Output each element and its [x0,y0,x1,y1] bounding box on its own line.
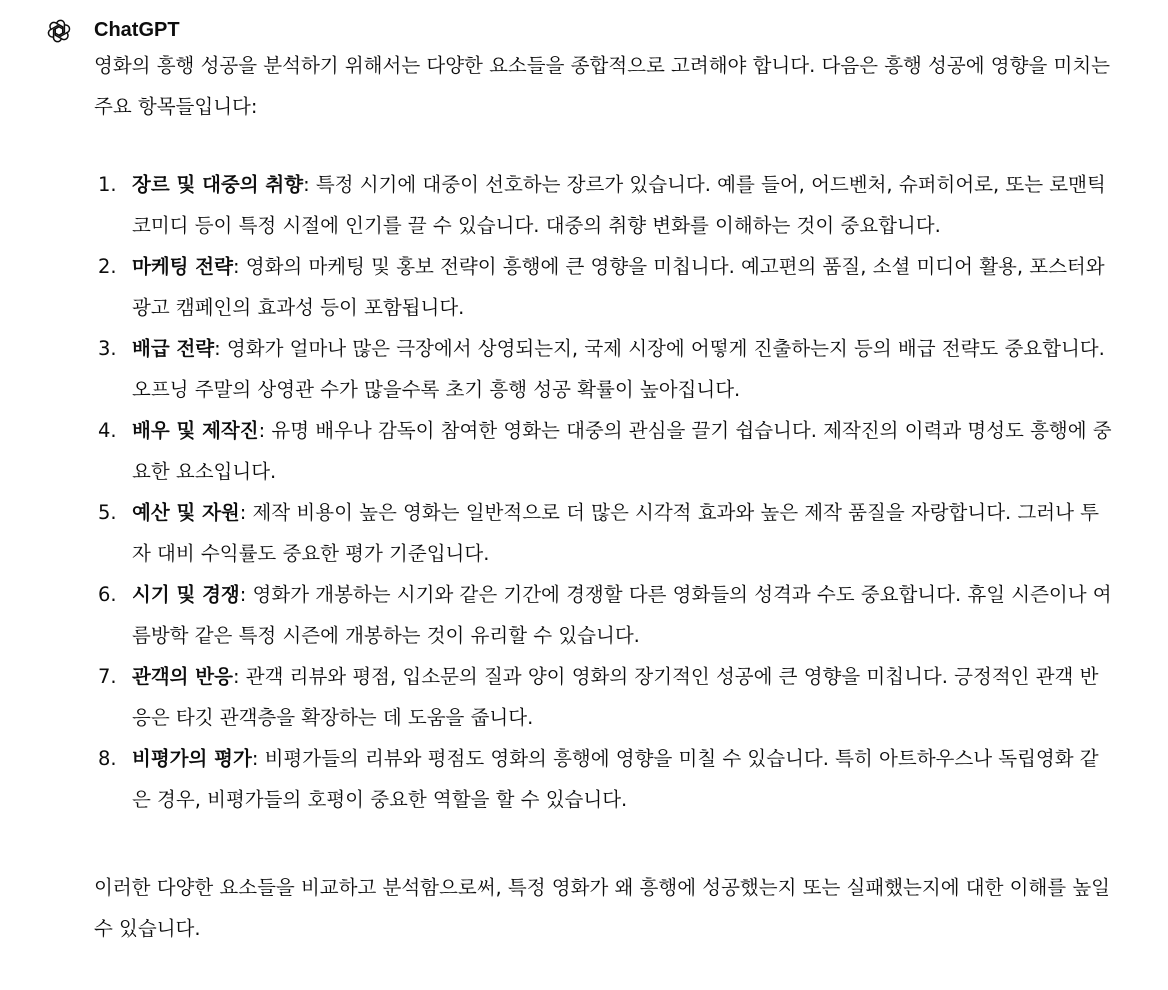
list-item-term: 장르 및 대중의 취향 [132,173,304,196]
intro-paragraph: 영화의 흥행 성공을 분석하기 위해서는 다양한 요소들을 종합적으로 고려해야 합니다. 다음은 흥행 성공에 영향을 미치는 주요 항목들입니다: [94,54,1110,118]
list-item [94,246,1114,328]
factor-list [94,164,1114,820]
list-item [94,574,1114,656]
list-item-number: 1. [98,173,117,196]
list-item [94,656,1114,738]
list-item-term: 예산 및 자원 [132,501,240,524]
list-item [94,328,1114,410]
list-item [94,410,1114,492]
conclusion-paragraph: 이러한 다양한 요소들을 비교하고 분석함으로써, 특정 영화가 왜 흥행에 성공했는지 또는 실패했는지에 대한 이해를 높일 수 있습니다. [94,876,1110,940]
message-content [94,45,1114,949]
list-item-term: 관객의 반응 [132,665,233,688]
list-item-term: 비평가의 평가 [132,747,252,770]
list-item-term: 시기 및 경쟁 [132,583,240,606]
list-item-term: 배급 전략 [132,337,215,360]
list-item-number: 6. [98,583,117,606]
list-item-number: 5. [98,501,117,524]
list-item-text: : 제작 비용이 높은 영화는 일반적으로 더 많은 시각적 효과와 높은 제작 품질을 자랑합니다. 그러나 투자 대비 수익률도 중요한 평가 기준입니다. [132,501,1099,565]
list-item-text: : 영화가 개봉하는 시기와 같은 기간에 경쟁할 다른 영화들의 성격과 수도 중요합니다. 휴일 시즌이나 여름방학 같은 특정 시즌에 개봉하는 것이 유리할 수 있습니다. [132,583,1112,647]
list-item-number: 4. [98,419,117,442]
list-item-term: 마케팅 전략 [132,255,233,278]
list-item-text: : 영화의 마케팅 및 홍보 전략이 흥행에 큰 영향을 미칩니다. 예고편의 품질, 소셜 미디어 활용, 포스터와 광고 캠페인의 효과성 등이 포함됩니다. [132,255,1105,319]
list-item-number: 8. [98,747,117,770]
openai-logo-icon [44,16,74,46]
list-item [94,164,1114,246]
list-item-term: 배우 및 제작진 [132,419,259,442]
list-item-text: : 특정 시기에 대중이 선호하는 장르가 있습니다. 예를 들어, 어드벤처, 슈퍼히어로, 또는 로맨틱 코미디 등이 특정 시절에 인기를 끌 수 있습니다. 대중의 취향 변화를 이해하는 것이 중요합니다. [132,173,1106,237]
sender-name: ChatGPT [94,19,180,41]
list-item-number: 2. [98,255,117,278]
list-item [94,738,1114,820]
list-item-number: 7. [98,665,117,688]
list-item-text: : 유명 배우나 감독이 참여한 영화는 대중의 관심을 끌기 쉽습니다. 제작진의 이력과 명성도 흥행에 중요한 요소입니다. [132,419,1112,483]
list-item-number: 3. [98,337,117,360]
list-item-text: : 영화가 얼마나 많은 극장에서 상영되는지, 국제 시장에 어떻게 진출하는지 등의 배급 전략도 중요합니다. 오프닝 주말의 상영관 수가 많을수록 초기 흥행 성공 확률이 높아집니다. [132,337,1105,401]
list-item-text: : 비평가들의 리뷰와 평점도 영화의 흥행에 영향을 미칠 수 있습니다. 특히 아트하우스나 독립영화 같은 경우, 비평가들의 호평이 중요한 역할을 할 수 있습니다. [132,747,1099,811]
list-item [94,492,1114,574]
list-item-text: : 관객 리뷰와 평점, 입소문의 질과 양이 영화의 장기적인 성공에 큰 영향을 미칩니다. 긍정적인 관객 반응은 타깃 관객층을 확장하는 데 도움을 줍니다. [132,665,1099,729]
